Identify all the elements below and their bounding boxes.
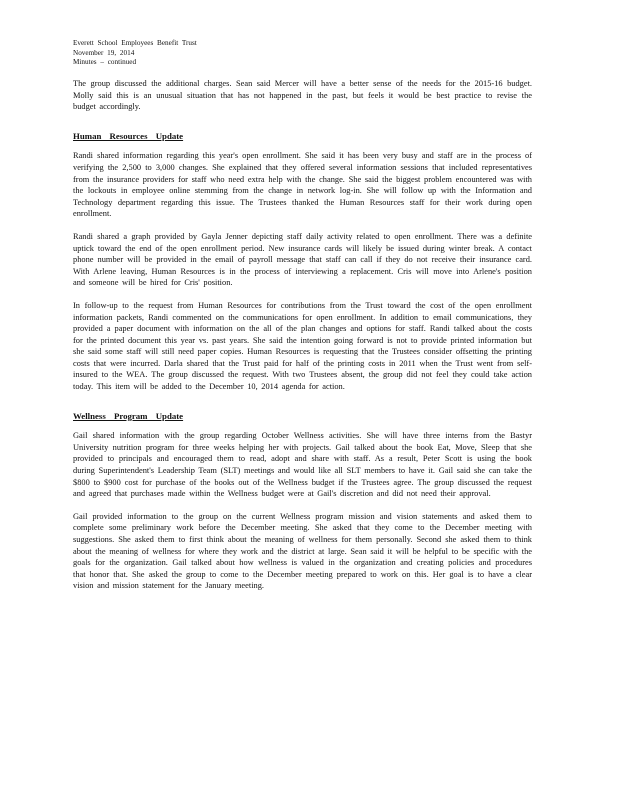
header-continued: Minutes – continued xyxy=(73,58,137,67)
document-header xyxy=(73,39,273,68)
hr-paragraph-2: Randi shared a graph provided by Gayla Jenner depicting staff daily activity related to open enrollment. There was a definite uptick toward the end of the open enrollment period. New insurance cards will likely be issued during winter break. A contact phone number will be provided in the email of payroll message that staff can call if they do not receive their insurance card. With Arlene leaving, Human Resources is in the process of interviewing a replacement. Cris will move into Arlene's position and someone will be hired for Cris' position. xyxy=(73,231,532,288)
header-organization: Everett School Employees Benefit Trust xyxy=(73,39,197,47)
wellness-paragraph-2: Gail provided information to the group on the current Wellness program mission and vision statements and asked them to complete some preliminary work before the December meeting. She asked that they come to the December meeting with suggestions. She asked them to first think about the meaning of wellness for them personally. Second she asked them to think about the meaning of wellness for where they work and the district at large. Sean said it will be helpful to be specific with the goals for the organization. Gail talked about how wellness is valued in the organization and creating policies and procedures that honor that. She asked the group to come to the December meeting prepared to work on this. Her goal is to have a clear vision and mission statement for the January meeting. xyxy=(73,511,532,591)
budget-paragraph: The group discussed the additional charges. Sean said Mercer will have a better sense of the needs for the 2015-16 budget. Molly said this is an unusual situation that has not happened in the past, but feels it would be best practice to revise the budget accordingly. xyxy=(73,79,532,112)
hr-paragraph-3: In follow-up to the request from Human Resources for contributions from the Trust toward the cost of the open enrollment information packets, Randi commented on the communications for open enrollment. In addition to email communications, they provided a paper document with information on the all of the plan changes and options for staff. Randi talked about the costs for the printed document this year vs. past years. She said the intention going forward is not to provide printed information but she said some staff will still need paper copies. Human Resources is requesting that the Trustees consider offsetting the printing costs that were incurred. Darla shared that the Trust paid for half of the printing costs in 2011 when the Trust went from self-insured to the WEA. The group discussed the request. With two Trustees absent, the group did not feel they could take action today. This item will be added to the December 10, 2014 agenda for action. xyxy=(73,300,532,392)
hr-paragraph-1: Randi shared information regarding this year's open enrollment. She said it has been very busy and staff are in the process of verifying the 2,500 to 3,000 changes. She explained that they offered several information sessions that included representatives from the insurance providers for staff who need extra help with the change. She said the biggest problem encountered was with the lockouts in employee online stemming from the change in network log-in. She will follow up with the Information and Technology department regarding this issue. The Trustees thanked the Human Resources staff for their work during open enrollment. xyxy=(73,151,532,219)
document-body xyxy=(73,78,532,603)
wellness-paragraph-1: Gail shared information with the group regarding October Wellness activities. She will have three interns from the Bastyr University nutrition program for three weeks helping her with projects. Gail talked about the book Eat, Move, Sleep that she provided to principals and encouraged them to read, adopt and share with staff. As a result, Peter Scott is using the book during Superintendent's Leadership Team (SLT) meetings and would like all SLT members to have it. Gail said she can take the $800 to $900 cost for purchase of the books out of the Wellness budget if the Trustees agree. The group discussed the request and agreed that purchases made within the Wellness budget were at Gail's discretion and did not need their approval. xyxy=(73,431,532,499)
wellness-section-heading: Wellness Program Update xyxy=(73,410,184,421)
header-date: November 19, 2014 xyxy=(73,48,135,57)
hr-section-heading: Human Resources Update xyxy=(73,130,184,141)
